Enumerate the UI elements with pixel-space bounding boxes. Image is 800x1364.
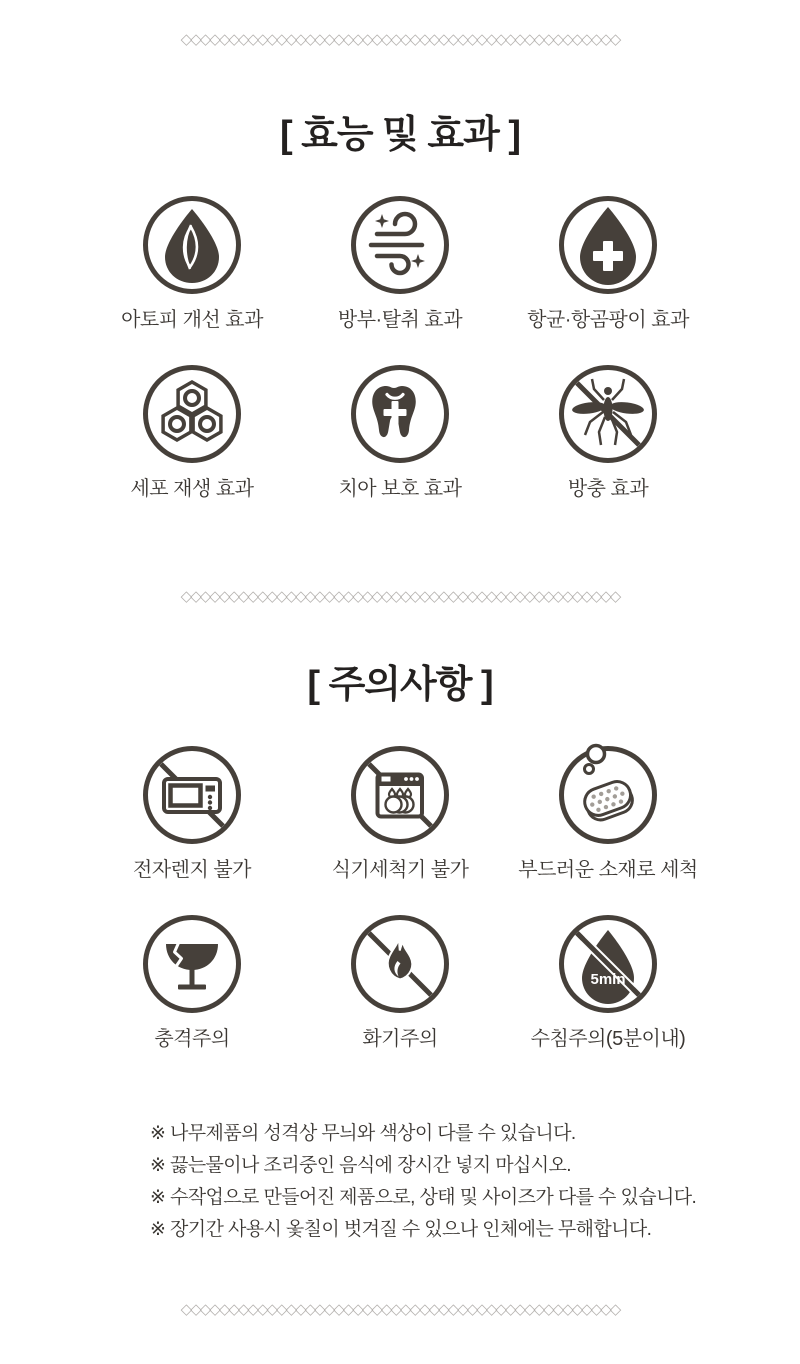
item-soft-material-wash <box>504 743 712 882</box>
note-line: ※ 수작업으로 만들어진 제품으로, 상태 및 사이즈가 다를 수 있습니다. <box>150 1187 697 1208</box>
no-mosquito-icon <box>556 362 660 466</box>
item-no-microwave <box>88 743 296 882</box>
item-label: 치아 보호 효과 <box>338 478 462 500</box>
item-label: 방부·탈취 효과 <box>337 309 463 331</box>
note-line: ※ 끓는물이나 조리중인 음식에 장시간 넣지 마십시오. <box>150 1155 571 1176</box>
section-title-cautions: [ 주의사항 ] <box>307 664 493 706</box>
caution-notes <box>150 1118 800 1246</box>
item-label: 식기세척기 불가 <box>331 859 469 881</box>
no-microwave-icon <box>140 743 244 847</box>
item-antiseptic-deodorizing <box>296 193 504 332</box>
item-tooth-protection <box>296 362 504 501</box>
item-antibacterial-antifungal <box>504 193 712 332</box>
item-soak-caution <box>504 912 712 1051</box>
no-soak-icon <box>556 912 660 1016</box>
cautions-grid <box>88 743 712 1051</box>
item-label: 부드러운 소재로 세척 <box>518 859 698 881</box>
item-impact-caution <box>88 912 296 1051</box>
note-line: ※ 장기간 사용시 옻칠이 벗겨질 수 있으나 인체에는 무해합니다. <box>150 1219 652 1240</box>
item-label: 항균·항곰팡이 효과 <box>527 309 689 331</box>
wind-icon <box>348 193 452 297</box>
item-label: 세포 재생 효과 <box>130 478 254 500</box>
soak-badge: 5min <box>590 971 626 988</box>
item-atopy-improvement <box>88 193 296 332</box>
diamond-divider: ◇◇◇◇◇◇◇◇◇◇◇◇◇◇◇◇◇◇◇◇◇◇◇◇◇◇◇◇◇◇◇◇◇◇◇◇◇◇◇◇◇◇◇◇◇◇ <box>180 33 620 47</box>
broken-glass-icon <box>140 912 244 1016</box>
item-label: 아토피 개선 효과 <box>121 309 263 331</box>
item-fire-caution <box>296 912 504 1051</box>
section-title-effects: [ 효능 및 효과 ] <box>279 114 521 156</box>
item-label: 전자렌지 불가 <box>133 859 251 881</box>
item-label: 수침주의(5분이내) <box>530 1028 686 1050</box>
no-fire-icon <box>348 912 452 1016</box>
item-label: 화기주의 <box>362 1028 438 1050</box>
diamond-divider: ◇◇◇◇◇◇◇◇◇◇◇◇◇◇◇◇◇◇◇◇◇◇◇◇◇◇◇◇◇◇◇◇◇◇◇◇◇◇◇◇◇◇◇◇◇◇ <box>180 1303 620 1317</box>
item-label: 충격주의 <box>154 1028 230 1050</box>
cell-hexagons-icon <box>140 362 244 466</box>
item-no-dishwasher <box>296 743 504 882</box>
diamond-divider: ◇◇◇◇◇◇◇◇◇◇◇◇◇◇◇◇◇◇◇◇◇◇◇◇◇◇◇◇◇◇◇◇◇◇◇◇◇◇◇◇◇◇◇◇◇◇ <box>180 590 620 604</box>
note-line: ※ 나무제품의 성격상 무늬와 색상이 다를 수 있습니다. <box>150 1123 576 1144</box>
item-insect-repellent <box>504 362 712 501</box>
item-cell-regeneration <box>88 362 296 501</box>
sponge-icon <box>556 743 660 847</box>
antibacterial-drop-icon <box>556 193 660 297</box>
tooth-icon <box>348 362 452 466</box>
item-label: 방충 효과 <box>567 478 649 500</box>
no-dishwasher-icon <box>348 743 452 847</box>
effects-grid <box>88 193 712 501</box>
drop-leaf-icon <box>140 193 244 297</box>
